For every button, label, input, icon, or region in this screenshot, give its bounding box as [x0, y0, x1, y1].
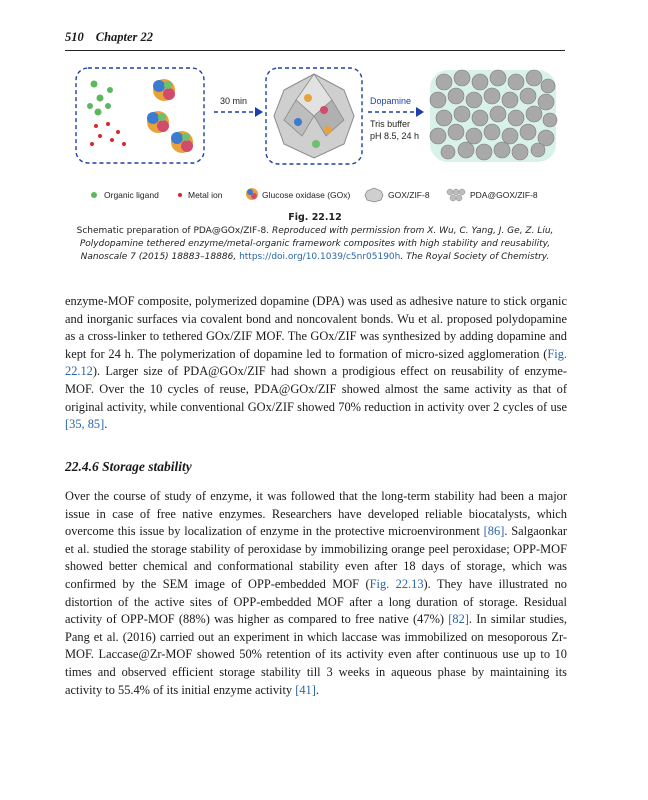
pda-aggregate	[430, 70, 557, 162]
figure-label: Fig. 22.12	[288, 212, 342, 223]
figure-caption	[65, 211, 565, 264]
section-heading: 22.4.6 Storage stability	[65, 459, 192, 474]
legend-metal-label: Metal ion	[188, 190, 223, 200]
chapter-title: Chapter 22	[95, 30, 154, 44]
para2-text-b: . Salgaonkar et al. studied the storage stability of peroxidase by immobilizing orange peel peroxidase; OPP-MOF showed better chemical and conformational stability even after 18 days of storage, which was confirmed by the SEM image of OPP-embedded MOF (	[65, 524, 568, 591]
para2-text-a: Over the course of study of enzyme, it was followed that the long-term stability had been a major issue in case of free native enzymes. Researchers have developed reliable biocatalysts, which overcome this issue by localization of enzyme in the protective microenvironment	[65, 489, 567, 539]
legend-pda-icon	[447, 189, 465, 201]
para1-text-c: .	[104, 417, 108, 432]
step-2-conditions: pH 8.5, 24 h	[370, 131, 420, 141]
step-2-buffer: Tris buffer	[370, 119, 411, 129]
caption-rsc: . The Royal Society of Chemistry.	[400, 252, 550, 262]
fig-ref-22-13[interactable]: Fig. 22.13	[369, 576, 424, 591]
legend-metal-icon	[178, 193, 182, 197]
caption-doi-link[interactable]: https://doi.org/10.1039/c5nr05190h	[239, 252, 401, 262]
glucose-oxidase-enzymes	[147, 79, 193, 153]
citation-35-85[interactable]: [35, 85]	[65, 417, 105, 432]
legend-gox-label: Glucose oxidase (GOx)	[262, 190, 351, 200]
page-header	[65, 28, 565, 51]
para2-text-d: . In similar studies, Pang et al. (2016) carried out an experiment in which laccase was immobilized on mesoporous Zr-MOF. Laccase@Zr-MOF showed 50% retention of its activity even after continuous use up to 10 times and observed efficient storage stability till 3 weeks in aqueous phase by maintaining its activity to 55.4% of its initial enzyme activity	[65, 612, 567, 697]
legend-ligand-label: Organic ligand	[104, 190, 159, 200]
metal-ion-dots	[90, 122, 126, 146]
caption-text: Schematic preparation of PDA@GOx/ZIF-8.	[76, 226, 270, 236]
para2-text-c: ). They have illustrated no distortion of the active sites of OPP-embedded MOF after a long duration of storage. Residual activity of OPP-MOF (88%) was higher as compared to free native (47%)	[65, 576, 567, 627]
organic-ligand-dots	[87, 81, 113, 116]
para1-text-b: ). Larger size of PDA@GOx/ZIF had shown a prodigious effect on reusability of enzyme-MOF. Over the 10 cycles of reuse, PDA@GOx/ZIF showed almost the same activity as that of original activity, while conventional GOx/ZIF showed 70% reduction in activity over 2 cycles of use	[65, 364, 567, 414]
caption-credit: Reproduced with permission from X. Wu, C. Yang, J. Ge, Z. Liu, Polydopamine tethered enzyme/metal-organic framework composites with high stability and reusability, Nanoscale 7 (2015) 18883–18886,	[79, 226, 554, 262]
page-number: 510	[65, 30, 84, 44]
arrow-head-1	[255, 107, 263, 117]
step-2-reagent: Dopamine	[370, 96, 412, 106]
legend-zif-label: GOX/ZIF-8	[388, 190, 430, 200]
arrow-head-2	[416, 107, 424, 117]
paragraph-1	[65, 293, 567, 434]
legend-ligand-icon	[91, 192, 97, 198]
para1-text-a: enzyme-MOF composite, polymerized dopamine (DPA) was used as adhesive nature to stick organic and inorganic surfaces via covalent bond and noncovalent bonds. Wu et al. proposed polydopamine as a cross-linker to tethered GOx/ZIF MOF. The GOx/ZIF was synthesized by adding dopamine and kept for 24 h. The polymerization of dopamine led to formation of micro-sized agglomeration (	[65, 294, 567, 361]
legend-zif-icon	[365, 188, 383, 202]
step-1-time: 30 min	[220, 96, 248, 106]
legend-pda-label: PDA@GOX/ZIF-8	[470, 190, 538, 200]
citation-86[interactable]: [86]	[483, 524, 505, 539]
schematic-figure	[72, 60, 562, 212]
paragraph-2	[65, 488, 567, 699]
legend	[91, 188, 538, 202]
fig-ref-22-12[interactable]: Fig. 22.12	[65, 346, 567, 379]
legend-gox-icon	[246, 188, 258, 200]
citation-41[interactable]: [41]	[295, 682, 316, 697]
para2-text-e: .	[315, 682, 319, 697]
citation-82[interactable]: [82]	[448, 612, 469, 627]
